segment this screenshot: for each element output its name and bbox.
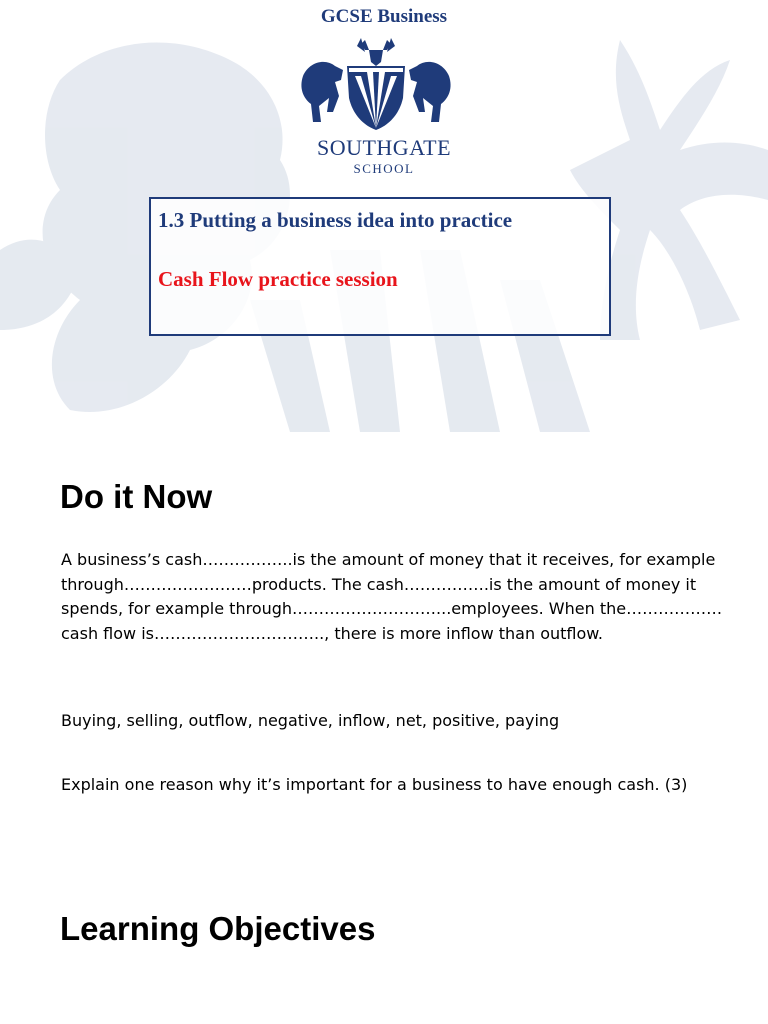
learning-objectives-heading: Learning Objectives xyxy=(60,910,376,947)
topic-title: 1.3 Putting a business idea into practice xyxy=(158,208,513,232)
do-it-now-heading: Do it Now xyxy=(60,478,213,515)
exam-question: Explain one reason why it’s important for a business to have enough cash. (3) xyxy=(61,775,688,794)
do-it-now-slide xyxy=(0,432,768,1024)
cover-slide xyxy=(0,0,768,432)
school-name: SOUTHGATE xyxy=(316,135,452,160)
school-subtitle: SCHOOL xyxy=(353,161,415,176)
title-box xyxy=(149,197,611,336)
subject-title: GCSE Business xyxy=(320,6,448,27)
cloze-paragraph: A business’s cash……………..is the amount of money that it receives, for example through……………………products. The cash…………….is the amount of money it spends, for example through………………………...employees. When the………………cash flow is………………………….., there is more inflow than outflow. xyxy=(61,550,723,643)
word-bank: Buying, selling, outflow, negative, inflow, net, positive, paying xyxy=(61,711,560,730)
school-crest-icon xyxy=(295,36,457,132)
session-title: Cash Flow practice session xyxy=(158,267,398,291)
